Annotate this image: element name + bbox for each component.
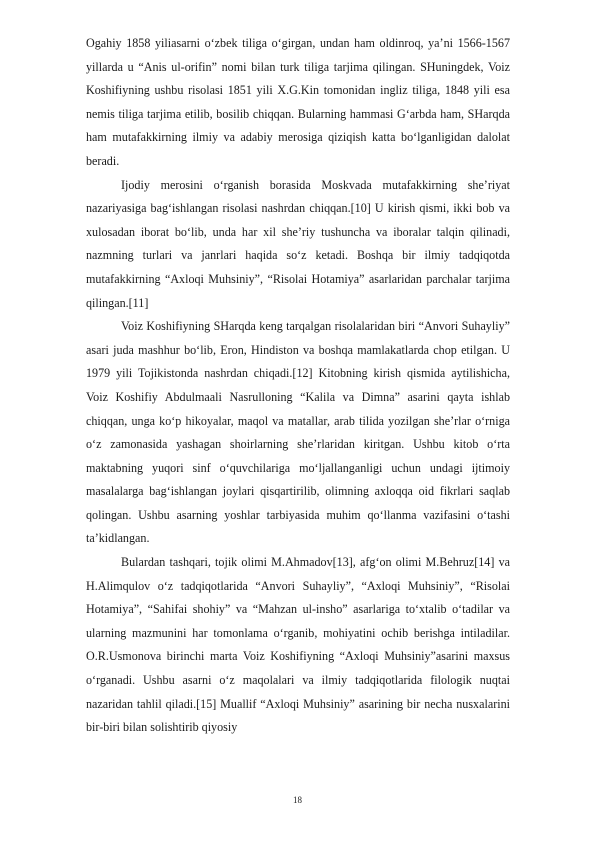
paragraph-1: Ogahiy 1858 yiliasarni o‘zbek tiliga o‘girgan, undan ham oldinroq, ya’ni 1566-1567 yillarda u “Anis ul-orifin” nomi bilan turk tiliga tarjima qilingan. SHuningdek, Voiz Koshifiyning ushbu risolasi 1851 yili X.G.Kin tomonidan ingliz tiliga, 1848 yili esa nemis tiliga tarjima etilib, bosilib chiqqan. Bularning hammasi G‘arbda ham, SHarqda ham mutafakkirning ilmiy va adabiy merosiga qiziqish katta bo‘lganligidan dalolat beradi. xyxy=(86,36,510,168)
page-number: 18 xyxy=(293,795,302,805)
paragraph-2: Ijodiy merosini o‘rganish borasida Moskvada mutafakkirning she’riyat nazariyasiga bag‘ishlangan risolasi nashrdan chiqqan.[10] U kirish qismi, ikki bob va xulosadan iborat bo‘lib, unda har xil she’riy tushuncha va iboralar talqin qilinadi, nazmning turlari va janrlari haqida so‘z ketadi. Boshqa bir ilmiy tadqiqotda mutafakkirning “Axloqi Muhsiniy”, “Risolai Hotamiya” asarlaridan parchalar tarjima qilingan.[11] xyxy=(86,177,510,310)
paragraph-3: Voiz Koshifiyning SHarqda keng tarqalgan risolalaridan biri “Anvori Suhayliy” asari juda mashhur bo‘lib, Eron, Hindiston va boshqa mamlakatlarda chop etilgan. U 1979 yili Tojikistonda nashrdan chiqadi.[12] Kitobning kirish qismida aytilishicha, Voiz Koshifiy Abdulmaali Nasrulloning “Kalila va Dimna” asarini qayta ishlab chiqqan, unga ko‘p hikoyalar, maqol va matallar, arab tilida yozilgan she’rlar o‘rniga o‘z zamonasida yashagan shoirlarning she’rlaridan kiritgan. Ushbu kitob o‘rta maktabning yuqori sinf o‘quvchilariga mo‘ljallanganligi uchun undagi ijtimoiy masalalarga bag‘ishlangan joylari qisqartirilib, olimning axloqqa oid fikrlari saqlab qolingan. Ushbu asarning yoshlar tarbiyasida muhim qo‘llanma vazifasini o‘tashi ta’kidlangan. xyxy=(86,319,510,546)
paragraph-4: Bulardan tashqari, tojik olimi M.Ahmadov[13], afg‘on olimi M.Behruz[14] va H.Alimqulov o‘z tadqiqotlarida “Anvori Suhayliy”, “Axloqi Muhsiniy”, “Risolai Hotamiya”, “Sahifai shohiy” va “Mahzan ul-insho” asarlariga to‘xtalib o‘tadilar va ularning mazmunini har tomonlama o‘rganib, mohiyatini ochib berishga intiladilar. O.R.Usmonova birinchi marta Voiz Koshifiyning “Axloqi Muhsiniy”asarini maxsus o‘rganadi. Ushbu asarni o‘z maqolalari va ilmiy tadqiqotlarida filologik nuqtai nazaridan tahlil qiladi.[15] Muallif “Axloqi Muhsiniy” asarining bir necha nusxalarini bir-biri bilan solishtirib qiyosiy xyxy=(86,555,510,735)
document-page xyxy=(86,32,510,740)
